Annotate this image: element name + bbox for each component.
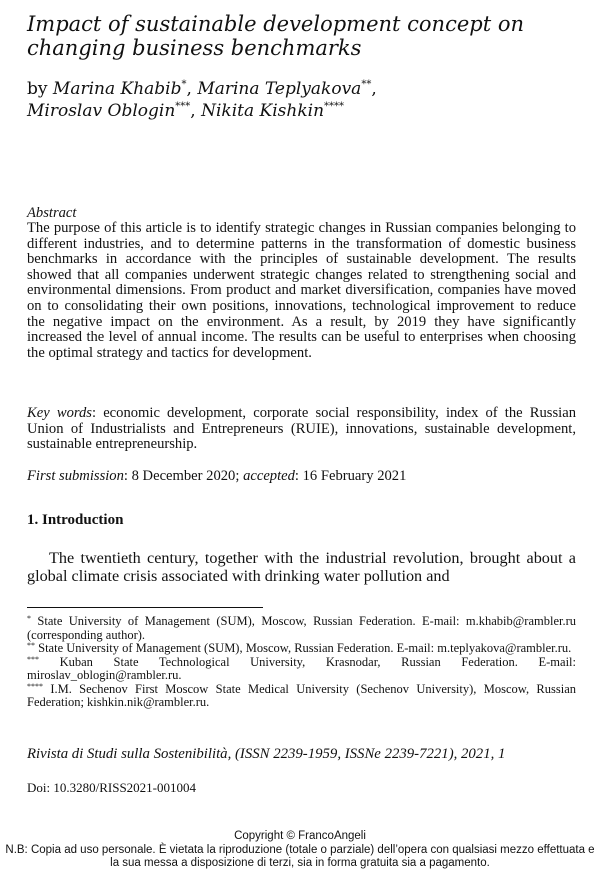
- footnote-text: State University of Management (SUM), Moscow, Russian Federation. E-mail: m.teplyakova@rambler.ru.: [38, 641, 572, 655]
- footnote-mark: ***: [27, 654, 39, 664]
- footnote-mark: ****: [27, 681, 43, 691]
- abstract-text: The purpose of this article is to identify strategic changes in Russian companies belonging to different industries, and to determine patterns in the transformation of domestic business benchmarks in accordance with the principles of sustainable development. The results showed that all companies underwent strategic changes related to strengthening social and environmental dimensions. From product and market diversification, companies have moved on to consolidating their own positions, innovations, technological improvement to reduce the negative impact on the environment. As a result, by 2019 they have significantly increased the level of annual income. The results can be useful to enterprises when choosing the optimal strategy and tactics for development.: [27, 220, 576, 361]
- footnote-mark: *: [27, 614, 31, 623]
- copyright-notice: [0, 830, 600, 871]
- footnote-text: State University of Management (SUM), Moscow, Russian Federation. E-mail: m.khabib@rambler.ru (corresponding author).: [27, 614, 576, 642]
- usage-notice: N.B: Copia ad uso personale. È vietata la riproduzione (totale o parziale) dell’opera con qualsiasi mezzo effettuata e la sua messa a disposizione di terzi, sia in forma gratuita sia a pagamento.: [5, 843, 595, 870]
- keywords-label: Key words: [27, 405, 92, 421]
- keywords-text: economic development, corporate social responsibility, index of the Russian Union of Industrialists and Entrepreneurs (RUIE), innovations, sustainable development, sustainable entrepreneurship.: [27, 405, 576, 453]
- accepted-label: accepted: [243, 468, 295, 484]
- footnote-mark: **: [27, 641, 35, 650]
- author-mark: ***: [175, 101, 191, 112]
- footnote: [27, 642, 576, 656]
- submission-dates: First submission: 8 December 2020; accepted: 16 February 2021: [27, 468, 407, 484]
- footnotes: [27, 615, 576, 710]
- footnote-divider: [27, 607, 263, 608]
- author-name: Miroslav Oblogin: [27, 101, 176, 121]
- author-name: Marina Teplyakova: [197, 79, 362, 99]
- footnote: [27, 615, 576, 642]
- author-name: Nikita Kishkin: [201, 101, 325, 121]
- footnote-text: I.M. Sechenov First Moscow State Medical University (Sechenov University), Moscow, Russian Federation; kishkin.nik@rambler.ru.: [27, 681, 576, 709]
- first-submission-date: 8 December 2020: [131, 468, 236, 484]
- first-submission-label: First submission: [27, 468, 124, 484]
- abstract-label: Abstract: [27, 205, 77, 221]
- paper-title: Impact of sustainable development concept on changing business benchmarks: [27, 12, 524, 60]
- keywords: Key words: economic development, corporate social responsibility, index of the Russian Union of Industrialists and Entrepreneurs (RUIE), innovations, sustainable development, sustainable entrepreneurship.: [27, 405, 576, 453]
- accepted-date: 16 February 2021: [302, 468, 407, 484]
- footnote: [27, 683, 576, 710]
- copyright-line: Copyright © FrancoAngeli: [234, 830, 366, 842]
- byline-prefix: by: [27, 79, 48, 99]
- footnote-text: Kuban State Technological University, Krasnodar, Russian Federation. E-mail: miroslav_oblogin@rambler.ru.: [27, 654, 576, 682]
- intro-text: The twentieth century, together with the industrial revolution, brought about a global climate crisis associated with drinking water pollution and: [27, 549, 576, 585]
- author-mark: *: [181, 79, 187, 90]
- author-byline: by Marina Khabib*, Marina Teplyakova**, Miroslav Oblogin***, Nikita Kishkin****: [27, 79, 377, 121]
- journal-citation: Rivista di Studi sulla Sostenibilità, (ISSN 2239-1959, ISSNe 2239-7221), 2021, 1: [27, 746, 506, 762]
- footnote: [27, 656, 576, 683]
- intro-paragraph: [27, 549, 576, 585]
- doi: Doi: 10.3280/RISS2021-001004: [27, 780, 197, 795]
- author-mark: **: [361, 79, 372, 90]
- author-mark: ****: [324, 101, 345, 112]
- author-name: Marina Khabib: [52, 79, 182, 99]
- section-heading: 1. Introduction: [27, 512, 124, 528]
